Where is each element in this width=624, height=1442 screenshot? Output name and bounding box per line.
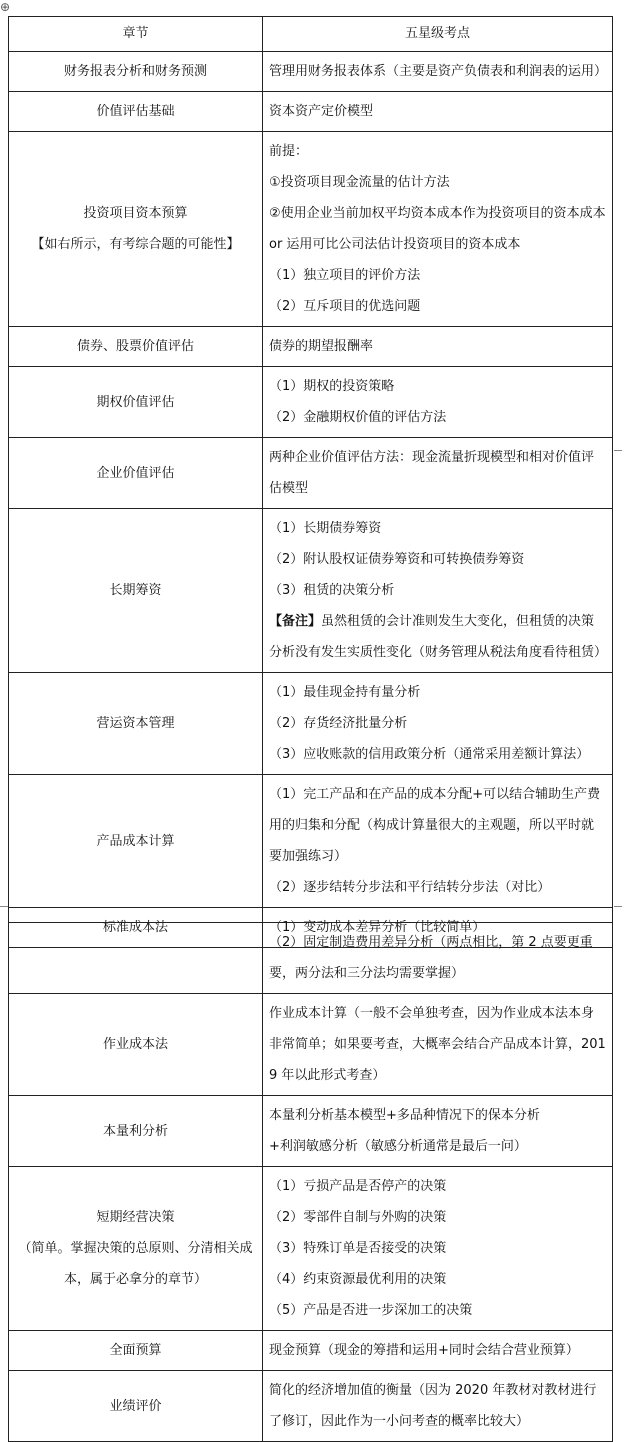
chapter-cell bbox=[9, 1371, 263, 1442]
table-body-part1 bbox=[9, 52, 613, 948]
points-cell bbox=[263, 367, 613, 438]
chapter-cell bbox=[9, 1331, 263, 1371]
point-text: （1）完工产品和在产品的成本分配+可以结合辅助生产费用的归集和分配（构成计算量很大的主观题，所以平时就要加强练习） bbox=[269, 787, 601, 864]
chapter-text: 财务报表分析和财务预测 bbox=[63, 64, 207, 79]
points-cell bbox=[263, 132, 613, 327]
point-text: （2）存货经济批量分析 bbox=[269, 716, 408, 731]
points-cell bbox=[263, 327, 613, 367]
table-row bbox=[9, 509, 613, 673]
table-row bbox=[9, 132, 613, 327]
point-text: （5）产品是否进一步深加工的决策 bbox=[269, 1303, 473, 1318]
point-text: （3）租赁的决策分析 bbox=[269, 583, 395, 598]
point-text: （3）特殊订单是否接受的决策 bbox=[269, 1241, 447, 1256]
point-text: 简化的经济增加值的衡量（因为 2020 年教材对教材进行了修订，因此作为一小问考查的概率比较大） bbox=[269, 1383, 597, 1429]
point-text: （2）固定制造费用差异分析（两点相比，第 2 点要更重要，两分法和三分法均需要掌握） bbox=[269, 935, 593, 981]
points-cell bbox=[263, 1331, 613, 1371]
chapter-text: 短期经营决策 bbox=[96, 1210, 175, 1225]
chapter-text: 期权价值评估 bbox=[96, 394, 175, 410]
header-chapter: 章节 bbox=[9, 17, 263, 52]
points-cell bbox=[263, 994, 613, 1096]
table-row bbox=[9, 92, 613, 132]
points-cell bbox=[263, 509, 613, 673]
points-cell bbox=[263, 52, 613, 92]
point-text: （3）应收账款的信用政策分析（通常采用差额计算法） bbox=[269, 747, 590, 762]
points-cell bbox=[263, 438, 613, 509]
chapter-cell bbox=[9, 509, 263, 673]
point-text: （1）长期债券筹资 bbox=[269, 521, 382, 536]
chapter-cell bbox=[9, 994, 263, 1096]
chapter-text: 价值评估基础 bbox=[96, 104, 175, 119]
table-row bbox=[9, 775, 613, 908]
chapter-cell bbox=[9, 1167, 263, 1331]
chapter-text: 【如右所示，有考综合题的可能性】 bbox=[31, 237, 240, 252]
chapter-cell bbox=[9, 327, 263, 367]
table-row bbox=[9, 1371, 613, 1442]
page-margin-mark bbox=[614, 450, 622, 451]
chapter-text: 本量利分析 bbox=[102, 1123, 168, 1139]
table-row bbox=[9, 994, 613, 1096]
table-row bbox=[9, 1096, 613, 1167]
table-row bbox=[9, 1167, 613, 1331]
table-move-handle-icon[interactable]: ⊕ bbox=[0, 0, 11, 14]
point-text: （2）逐步结转分步法和平行结转分步法（对比） bbox=[269, 880, 551, 895]
chapter-cell bbox=[9, 367, 263, 438]
chapter-text: 企业价值评估 bbox=[96, 465, 175, 481]
table-row bbox=[9, 1331, 613, 1371]
point-text: （1）最佳现金持有量分析 bbox=[269, 685, 421, 700]
table-body-part2 bbox=[9, 923, 613, 1442]
chapter-cell bbox=[9, 775, 263, 908]
chapter-text: 营运资本管理 bbox=[96, 716, 175, 731]
points-cell bbox=[263, 775, 613, 908]
point-text: （2）金融期权价值的评估方法 bbox=[269, 410, 447, 425]
points-cell bbox=[263, 923, 613, 994]
chapter-text: 作业成本法 bbox=[102, 1037, 168, 1052]
points-cell bbox=[263, 92, 613, 132]
point-text: （4）约束资源最优利用的决策 bbox=[269, 1272, 447, 1287]
table-row bbox=[9, 923, 613, 994]
table-header-row bbox=[9, 17, 613, 52]
chapter-cell bbox=[9, 1096, 263, 1167]
chapter-text: 业绩评价 bbox=[109, 1398, 162, 1414]
chapter-text: 长期筹资 bbox=[109, 583, 162, 598]
points-cell bbox=[263, 673, 613, 775]
note-label: 【备注】 bbox=[269, 614, 322, 629]
points-cell bbox=[263, 1167, 613, 1331]
header-points: 五星级考点 bbox=[263, 17, 613, 52]
point-text: 作业成本计算（一般不会单独考查，因为作业成本法本身非常简单；如果要考查，大概率会结合产品成本计算，2019 年以此形式考查） bbox=[269, 1006, 606, 1083]
page-margin-mark bbox=[0, 906, 8, 907]
table-row bbox=[9, 327, 613, 367]
note-text: 虽然租赁的会计准则发生大变化，但租赁的决策分析没有发生实质性变化（财务管理从税法角度看待租赁） bbox=[269, 614, 608, 660]
chapter-cell bbox=[9, 52, 263, 92]
point-text: 两种企业价值评估方法：现金流量折现模型和相对价值评估模型 bbox=[269, 450, 595, 496]
chapter-text: 标准成本法 bbox=[102, 920, 168, 935]
point-text: （1）亏损产品是否停产的决策 bbox=[269, 1179, 447, 1194]
chapter-cell bbox=[9, 923, 263, 994]
point-text: （1）变动成本差异分析（比较简单） bbox=[269, 920, 486, 935]
chapter-cell bbox=[9, 438, 263, 509]
table-row bbox=[9, 438, 613, 509]
chapter-text: 投资项目资本预算 bbox=[83, 206, 188, 221]
exam-points-table-part1 bbox=[8, 16, 613, 948]
note-paragraph bbox=[269, 606, 606, 668]
page-margin-mark bbox=[614, 906, 622, 907]
point-text: （1）期权的投资策略 bbox=[269, 379, 395, 394]
point-text: 本量利分析基本模型+多品种情况下的保本分析 bbox=[269, 1108, 540, 1123]
point-text: ①投资项目现金流量的估计方法 bbox=[269, 175, 450, 190]
point-text: +利润敏感分析（敏感分析通常是最后一问） bbox=[269, 1139, 527, 1154]
point-text: ②使用企业当前加权平均资本成本作为投资项目的资本成本 or 运用可比公司法估计投资项目的资本成本 bbox=[269, 206, 606, 252]
points-cell bbox=[263, 1371, 613, 1442]
chapter-cell bbox=[9, 92, 263, 132]
exam-points-table-part2 bbox=[8, 922, 613, 1442]
table-row bbox=[9, 673, 613, 775]
point-text: 现金预算（现金的筹措和运用+同时会结合营业预算） bbox=[269, 1343, 579, 1358]
point-text: 债券的期望报酬率 bbox=[269, 339, 374, 354]
chapter-cell bbox=[9, 673, 263, 775]
chapter-text: （简单。掌握决策的总原则、分清相关成本，属于必拿分的章节） bbox=[18, 1241, 253, 1287]
chapter-text: 产品成本计算 bbox=[96, 833, 175, 849]
point-text: 前提： bbox=[269, 144, 309, 159]
chapter-cell bbox=[9, 132, 263, 327]
chapter-text: 全面预算 bbox=[109, 1343, 162, 1358]
point-text: （2）附认股权证债券筹资和可转换债券筹资 bbox=[269, 552, 525, 567]
table-row bbox=[9, 367, 613, 438]
point-text: （1）独立项目的评价方法 bbox=[269, 268, 421, 283]
point-text: 资本资产定价模型 bbox=[269, 104, 374, 119]
table-row bbox=[9, 52, 613, 92]
chapter-text: 债券、股票价值评估 bbox=[76, 339, 194, 354]
point-text: （2）互斥项目的优选问题 bbox=[269, 299, 421, 314]
point-text: （2）零部件自制与外购的决策 bbox=[269, 1210, 447, 1225]
points-cell bbox=[263, 1096, 613, 1167]
point-text: 管理用财务报表体系（主要是资产负债表和利润表的运用） bbox=[269, 64, 608, 79]
